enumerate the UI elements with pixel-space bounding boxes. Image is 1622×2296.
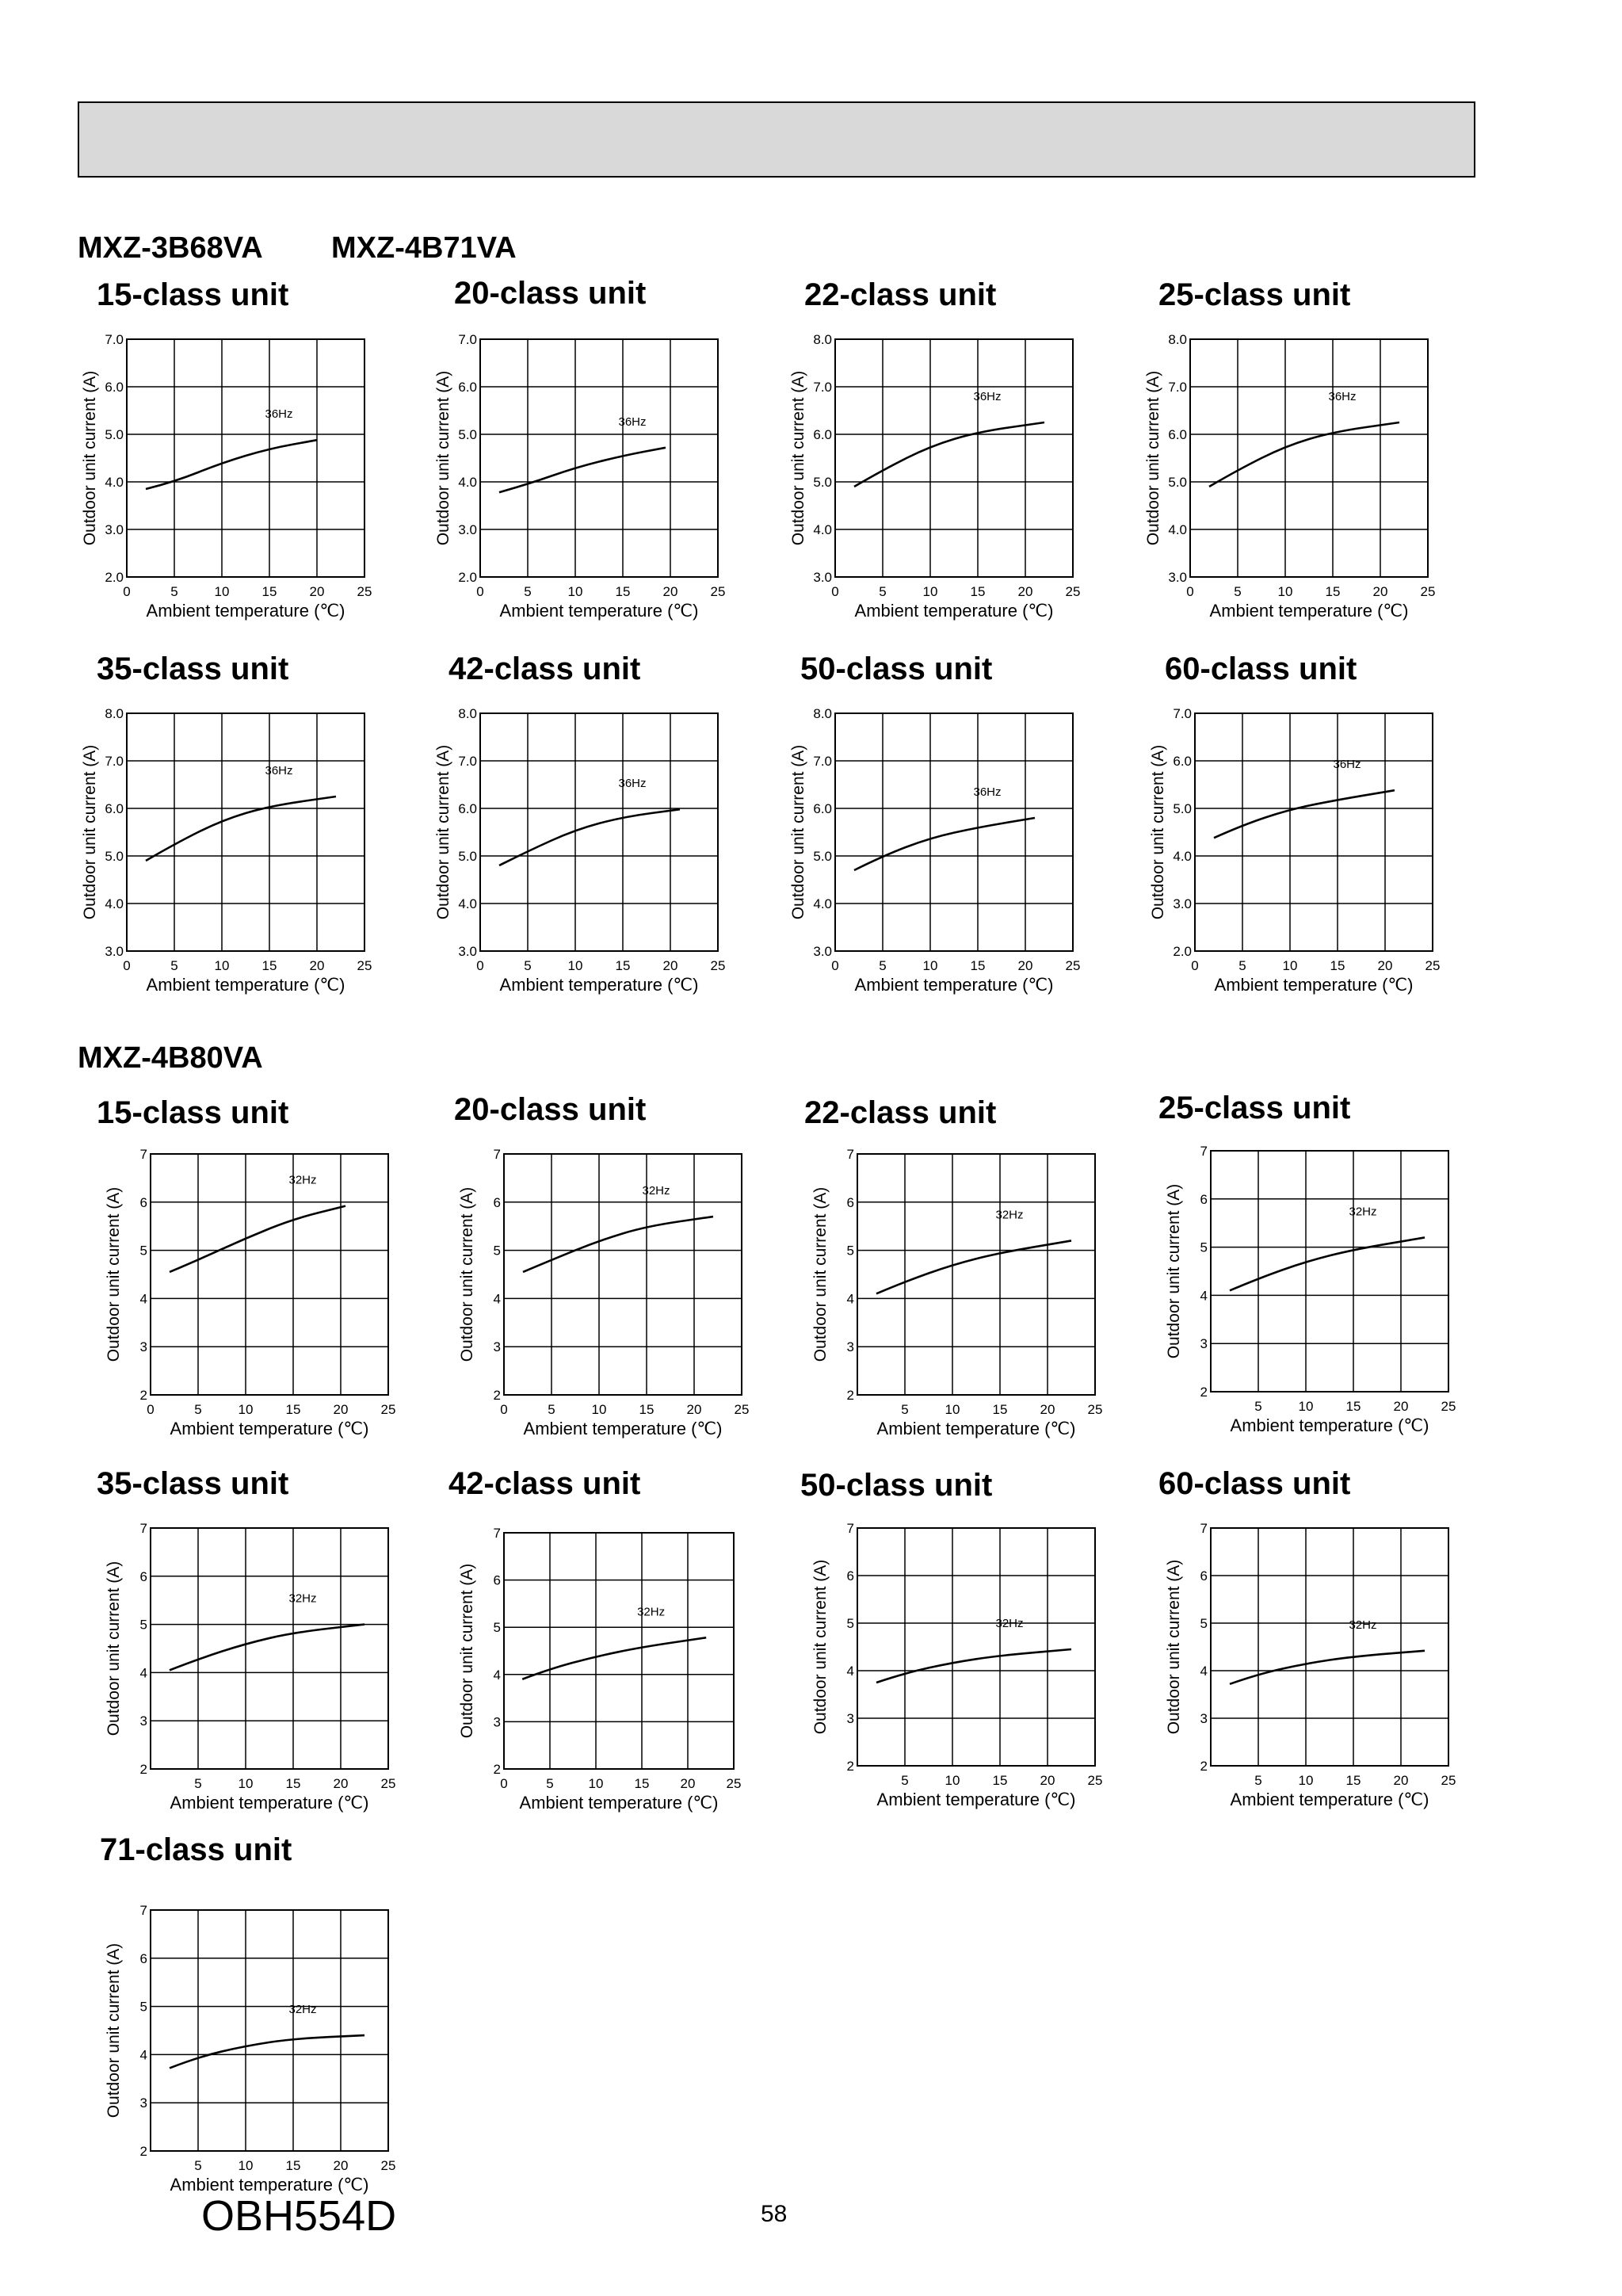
annotation-14: 32Hz bbox=[637, 1605, 666, 1619]
x-tick-label: 20 bbox=[309, 584, 325, 599]
y-tick-label: 3 bbox=[493, 1339, 501, 1355]
x-tick-label: 10 bbox=[567, 584, 583, 599]
y-axis-label-4: Outdoor unit current (A) bbox=[1144, 370, 1162, 546]
plot-frame-11 bbox=[857, 1154, 1095, 1395]
y-tick-label: 7 bbox=[1200, 1521, 1208, 1536]
y-tick-label: 6 bbox=[846, 1568, 854, 1584]
x-tick-label: 25 bbox=[380, 2158, 396, 2173]
y-tick-label: 5.0 bbox=[813, 475, 832, 490]
chart-title-9: 15-class unit bbox=[97, 1095, 289, 1130]
y-tick-label: 7.0 bbox=[458, 332, 477, 347]
x-tick-label: 20 bbox=[1040, 1402, 1055, 1417]
plot-frame-8 bbox=[1195, 713, 1433, 951]
y-tick-label: 6 bbox=[139, 1568, 147, 1584]
chart-title-1: 15-class unit bbox=[97, 277, 289, 312]
y-tick-label: 6 bbox=[1200, 1568, 1208, 1584]
y-tick-label: 3.0 bbox=[813, 570, 832, 585]
x-tick-label: 15 bbox=[639, 1402, 655, 1417]
annotation-11: 32Hz bbox=[995, 1208, 1024, 1222]
y-tick-label: 7 bbox=[493, 1147, 501, 1162]
series-line-6 bbox=[499, 809, 680, 865]
x-tick-label: 10 bbox=[1277, 584, 1293, 599]
x-tick-label: 25 bbox=[1420, 584, 1436, 599]
x-tick-label: 15 bbox=[261, 584, 277, 599]
chart-title-8: 60-class unit bbox=[1165, 651, 1357, 686]
x-tick-label: 20 bbox=[1393, 1773, 1409, 1788]
y-tick-label: 4.0 bbox=[1173, 849, 1192, 864]
y-tick-label: 4 bbox=[846, 1664, 854, 1679]
x-tick-label: 10 bbox=[238, 2158, 254, 2173]
y-tick-label: 6 bbox=[1200, 1191, 1208, 1207]
x-axis-label-10: Ambient temperature (℃) bbox=[523, 1419, 723, 1438]
x-tick-label: 5 bbox=[194, 1402, 202, 1417]
x-tick-label: 25 bbox=[380, 1776, 396, 1791]
y-tick-label: 7 bbox=[846, 1147, 854, 1162]
y-axis-label-15: Outdoor unit current (A) bbox=[811, 1559, 830, 1735]
annotation-12: 32Hz bbox=[1349, 1205, 1377, 1219]
annotation-7: 36Hz bbox=[973, 785, 1002, 799]
y-tick-label: 5 bbox=[139, 1617, 147, 1633]
x-tick-label: 15 bbox=[615, 584, 631, 599]
y-tick-label: 2 bbox=[1200, 1759, 1208, 1774]
y-tick-label: 5.0 bbox=[813, 849, 832, 864]
model-heading-1a: MXZ-3B68VA bbox=[78, 231, 263, 265]
x-tick-label: 5 bbox=[901, 1773, 909, 1788]
x-tick-label: 25 bbox=[734, 1402, 750, 1417]
annotation-3: 36Hz bbox=[973, 390, 1002, 403]
y-tick-label: 4 bbox=[139, 2047, 147, 2063]
x-tick-label: 10 bbox=[567, 958, 583, 973]
y-tick-label: 8.0 bbox=[1168, 332, 1187, 347]
x-axis-label-14: Ambient temperature (℃) bbox=[519, 1793, 719, 1813]
y-tick-label: 5 bbox=[493, 1620, 501, 1636]
x-tick-label: 20 bbox=[686, 1402, 702, 1417]
annotation-16: 32Hz bbox=[1349, 1618, 1377, 1632]
y-axis-label-1: Outdoor unit current (A) bbox=[81, 370, 99, 546]
x-tick-label: 15 bbox=[1325, 584, 1341, 599]
chart-title-12: 25-class unit bbox=[1158, 1091, 1351, 1125]
y-tick-label: 3 bbox=[139, 1713, 147, 1729]
x-axis-label-4: Ambient temperature (℃) bbox=[1209, 601, 1409, 621]
y-tick-label: 8.0 bbox=[458, 706, 477, 721]
y-tick-label: 6 bbox=[493, 1194, 501, 1210]
y-tick-label: 4 bbox=[493, 1291, 501, 1307]
y-tick-label: 3.0 bbox=[813, 944, 832, 959]
series-line-17 bbox=[170, 2035, 364, 2068]
x-tick-label: 0 bbox=[147, 1402, 155, 1417]
x-tick-label: 5 bbox=[1238, 958, 1246, 973]
x-axis-label-5: Ambient temperature (℃) bbox=[146, 975, 345, 995]
y-axis-label-2: Outdoor unit current (A) bbox=[434, 370, 452, 546]
annotation-2: 36Hz bbox=[618, 415, 647, 429]
y-tick-label: 4.0 bbox=[1168, 522, 1187, 537]
x-tick-label: 25 bbox=[357, 958, 372, 973]
series-line-2 bbox=[499, 448, 666, 492]
y-tick-label: 2 bbox=[846, 1759, 854, 1774]
y-axis-label-3: Outdoor unit current (A) bbox=[789, 370, 807, 546]
y-tick-label: 3 bbox=[846, 1711, 854, 1726]
x-tick-label: 5 bbox=[194, 2158, 202, 2173]
y-tick-label: 5 bbox=[1200, 1240, 1208, 1255]
y-tick-label: 3.0 bbox=[458, 522, 477, 537]
y-tick-label: 2 bbox=[846, 1388, 854, 1403]
plot-frame-1 bbox=[127, 339, 364, 577]
x-tick-label: 10 bbox=[945, 1773, 960, 1788]
y-tick-label: 4.0 bbox=[458, 896, 477, 911]
series-line-8 bbox=[1214, 790, 1395, 838]
y-tick-label: 6.0 bbox=[1168, 427, 1187, 442]
x-tick-label: 10 bbox=[238, 1402, 254, 1417]
x-tick-label: 10 bbox=[922, 584, 938, 599]
x-tick-label: 10 bbox=[1282, 958, 1298, 973]
y-tick-label: 5 bbox=[493, 1243, 501, 1259]
y-tick-label: 3 bbox=[139, 2095, 147, 2111]
y-tick-label: 7.0 bbox=[105, 754, 124, 769]
x-tick-label: 5 bbox=[548, 1402, 555, 1417]
x-tick-label: 5 bbox=[170, 958, 178, 973]
y-tick-label: 2 bbox=[139, 1762, 147, 1777]
series-line-15 bbox=[876, 1649, 1071, 1683]
x-tick-label: 20 bbox=[1040, 1773, 1055, 1788]
plot-frame-10 bbox=[504, 1154, 742, 1395]
x-tick-label: 5 bbox=[524, 958, 532, 973]
x-tick-label: 0 bbox=[1186, 584, 1194, 599]
series-line-11 bbox=[876, 1240, 1071, 1293]
y-tick-label: 4 bbox=[846, 1291, 854, 1307]
x-tick-label: 5 bbox=[1254, 1399, 1262, 1414]
y-tick-label: 5 bbox=[846, 1616, 854, 1631]
y-tick-label: 6.0 bbox=[1173, 754, 1192, 769]
y-tick-label: 4.0 bbox=[458, 475, 477, 490]
y-tick-label: 5.0 bbox=[1168, 475, 1187, 490]
y-tick-label: 5.0 bbox=[105, 427, 124, 442]
plot-frame-6 bbox=[480, 713, 718, 951]
chart-title-11: 22-class unit bbox=[804, 1095, 997, 1130]
x-tick-label: 25 bbox=[357, 584, 372, 599]
x-axis-label-17: Ambient temperature (℃) bbox=[170, 2175, 369, 2195]
y-axis-label-9: Outdoor unit current (A) bbox=[105, 1186, 123, 1362]
x-tick-label: 15 bbox=[634, 1776, 650, 1791]
x-tick-label: 25 bbox=[1441, 1773, 1456, 1788]
plot-frame-9 bbox=[151, 1154, 388, 1395]
y-tick-label: 3 bbox=[139, 1339, 147, 1355]
x-tick-label: 0 bbox=[831, 958, 839, 973]
x-axis-label-2: Ambient temperature (℃) bbox=[499, 601, 699, 621]
y-tick-label: 8.0 bbox=[813, 706, 832, 721]
x-tick-label: 0 bbox=[123, 584, 131, 599]
x-tick-label: 25 bbox=[710, 958, 726, 973]
page-number: 58 bbox=[761, 2201, 788, 2227]
plot-frame-16 bbox=[1211, 1528, 1448, 1766]
x-tick-label: 5 bbox=[194, 1776, 202, 1791]
y-axis-label-10: Outdoor unit current (A) bbox=[458, 1186, 476, 1362]
annotation-6: 36Hz bbox=[618, 777, 647, 791]
x-tick-label: 20 bbox=[1017, 958, 1033, 973]
y-tick-label: 4.0 bbox=[813, 896, 832, 911]
series-line-16 bbox=[1230, 1651, 1425, 1684]
y-tick-label: 2 bbox=[493, 1762, 501, 1777]
x-axis-label-11: Ambient temperature (℃) bbox=[876, 1419, 1076, 1438]
x-tick-label: 15 bbox=[285, 2158, 301, 2173]
x-axis-label-15: Ambient temperature (℃) bbox=[876, 1790, 1076, 1809]
document-code: OBH554D bbox=[201, 2192, 397, 2240]
x-tick-label: 5 bbox=[524, 584, 532, 599]
y-tick-label: 7 bbox=[846, 1521, 854, 1536]
plot-frame-17 bbox=[151, 1910, 388, 2151]
x-tick-label: 25 bbox=[1441, 1399, 1456, 1414]
y-tick-label: 3.0 bbox=[1173, 896, 1192, 911]
x-tick-label: 25 bbox=[710, 584, 726, 599]
y-tick-label: 2.0 bbox=[458, 570, 477, 585]
y-tick-label: 5 bbox=[139, 1243, 147, 1259]
y-tick-label: 4 bbox=[493, 1667, 501, 1683]
x-tick-label: 15 bbox=[615, 958, 631, 973]
y-tick-label: 6 bbox=[139, 1194, 147, 1210]
y-axis-label-14: Outdoor unit current (A) bbox=[458, 1563, 476, 1739]
x-tick-label: 0 bbox=[476, 584, 484, 599]
y-axis-label-6: Outdoor unit current (A) bbox=[434, 744, 452, 920]
y-axis-label-5: Outdoor unit current (A) bbox=[81, 744, 99, 920]
y-axis-label-13: Outdoor unit current (A) bbox=[105, 1561, 123, 1736]
plot-frame-2 bbox=[480, 339, 718, 577]
y-tick-label: 3 bbox=[1200, 1336, 1208, 1352]
annotation-9: 32Hz bbox=[288, 1173, 317, 1187]
annotation-17: 32Hz bbox=[288, 2003, 317, 2017]
y-tick-label: 2.0 bbox=[105, 570, 124, 585]
x-axis-label-8: Ambient temperature (℃) bbox=[1214, 975, 1414, 995]
y-tick-label: 5.0 bbox=[458, 849, 477, 864]
x-tick-label: 15 bbox=[1330, 958, 1345, 973]
y-tick-label: 7 bbox=[139, 1521, 147, 1536]
x-tick-label: 0 bbox=[500, 1776, 508, 1791]
x-axis-label-3: Ambient temperature (℃) bbox=[854, 601, 1054, 621]
y-tick-label: 2 bbox=[139, 2144, 147, 2159]
annotation-1: 36Hz bbox=[265, 407, 293, 422]
y-tick-label: 4.0 bbox=[813, 522, 832, 537]
x-tick-label: 25 bbox=[380, 1402, 396, 1417]
plot-frame-5 bbox=[127, 713, 364, 951]
x-tick-label: 15 bbox=[1345, 1773, 1361, 1788]
chart-title-10: 20-class unit bbox=[454, 1092, 647, 1127]
x-tick-label: 20 bbox=[662, 584, 678, 599]
chart-title-17: 71-class unit bbox=[100, 1832, 292, 1867]
y-tick-label: 3.0 bbox=[105, 944, 124, 959]
y-tick-label: 6.0 bbox=[105, 380, 124, 395]
y-axis-label-16: Outdoor unit current (A) bbox=[1165, 1559, 1183, 1735]
y-tick-label: 7.0 bbox=[813, 754, 832, 769]
y-tick-label: 2 bbox=[493, 1388, 501, 1403]
x-tick-label: 10 bbox=[945, 1402, 960, 1417]
chart-title-15: 50-class unit bbox=[800, 1468, 993, 1503]
x-axis-label-1: Ambient temperature (℃) bbox=[146, 601, 345, 621]
x-tick-label: 0 bbox=[831, 584, 839, 599]
chart-title-4: 25-class unit bbox=[1158, 277, 1351, 312]
model-heading-1b: MXZ-4B71VA bbox=[331, 231, 517, 265]
y-tick-label: 3.0 bbox=[458, 944, 477, 959]
x-tick-label: 25 bbox=[1087, 1402, 1103, 1417]
x-tick-label: 20 bbox=[309, 958, 325, 973]
x-tick-label: 5 bbox=[879, 584, 887, 599]
x-tick-label: 5 bbox=[901, 1402, 909, 1417]
annotation-5: 36Hz bbox=[265, 764, 293, 777]
x-tick-label: 20 bbox=[333, 1402, 349, 1417]
x-tick-label: 10 bbox=[591, 1402, 607, 1417]
annotation-10: 32Hz bbox=[642, 1184, 670, 1198]
x-tick-label: 15 bbox=[970, 958, 986, 973]
x-tick-label: 25 bbox=[1425, 958, 1441, 973]
x-tick-label: 0 bbox=[500, 1402, 508, 1417]
y-tick-label: 7.0 bbox=[813, 380, 832, 395]
x-tick-label: 15 bbox=[261, 958, 277, 973]
x-tick-label: 15 bbox=[285, 1402, 301, 1417]
chart-title-16: 60-class unit bbox=[1158, 1466, 1351, 1501]
x-tick-label: 15 bbox=[970, 584, 986, 599]
x-tick-label: 5 bbox=[879, 958, 887, 973]
x-tick-label: 5 bbox=[1254, 1773, 1262, 1788]
annotation-15: 32Hz bbox=[995, 1617, 1024, 1630]
y-tick-label: 5 bbox=[139, 1999, 147, 2015]
y-tick-label: 3.0 bbox=[105, 522, 124, 537]
chart-title-14: 42-class unit bbox=[448, 1466, 641, 1501]
y-tick-label: 6.0 bbox=[105, 801, 124, 816]
chart-title-3: 22-class unit bbox=[804, 277, 997, 312]
y-tick-label: 5 bbox=[1200, 1616, 1208, 1631]
chart-title-13: 35-class unit bbox=[97, 1466, 289, 1501]
x-tick-label: 0 bbox=[123, 958, 131, 973]
y-axis-label-11: Outdoor unit current (A) bbox=[811, 1186, 830, 1362]
y-axis-label-12: Outdoor unit current (A) bbox=[1165, 1183, 1183, 1359]
x-tick-label: 15 bbox=[992, 1402, 1008, 1417]
plot-frame-4 bbox=[1190, 339, 1428, 577]
y-axis-label-17: Outdoor unit current (A) bbox=[105, 1943, 123, 2118]
x-axis-label-16: Ambient temperature (℃) bbox=[1230, 1790, 1429, 1809]
plot-frame-13 bbox=[151, 1528, 388, 1769]
x-tick-label: 10 bbox=[588, 1776, 604, 1791]
x-tick-label: 25 bbox=[726, 1776, 742, 1791]
x-tick-label: 5 bbox=[1234, 584, 1242, 599]
y-tick-label: 7.0 bbox=[1168, 380, 1187, 395]
x-tick-label: 10 bbox=[238, 1776, 254, 1791]
annotation-13: 32Hz bbox=[288, 1591, 317, 1606]
x-tick-label: 20 bbox=[333, 1776, 349, 1791]
y-tick-label: 8.0 bbox=[105, 706, 124, 721]
y-tick-label: 4 bbox=[139, 1665, 147, 1681]
x-tick-label: 20 bbox=[1017, 584, 1033, 599]
y-tick-label: 5 bbox=[846, 1243, 854, 1259]
y-tick-label: 3.0 bbox=[1168, 570, 1187, 585]
x-tick-label: 15 bbox=[992, 1773, 1008, 1788]
y-tick-label: 7 bbox=[1200, 1144, 1208, 1159]
x-tick-label: 5 bbox=[546, 1776, 554, 1791]
x-tick-label: 5 bbox=[170, 584, 178, 599]
x-tick-label: 0 bbox=[1191, 958, 1199, 973]
x-tick-label: 15 bbox=[285, 1776, 301, 1791]
x-tick-label: 10 bbox=[214, 584, 230, 599]
y-tick-label: 4 bbox=[1200, 1664, 1208, 1679]
annotation-8: 36Hz bbox=[1333, 758, 1361, 772]
x-axis-label-7: Ambient temperature (℃) bbox=[854, 975, 1054, 995]
y-tick-label: 4 bbox=[139, 1291, 147, 1307]
x-tick-label: 10 bbox=[922, 958, 938, 973]
y-tick-label: 4.0 bbox=[105, 475, 124, 490]
y-tick-label: 5.0 bbox=[105, 849, 124, 864]
y-tick-label: 6 bbox=[846, 1194, 854, 1210]
x-tick-label: 20 bbox=[662, 958, 678, 973]
annotation-4: 36Hz bbox=[1328, 390, 1357, 403]
series-line-7 bbox=[854, 818, 1035, 870]
y-tick-label: 2 bbox=[1200, 1385, 1208, 1400]
plot-frame-12 bbox=[1211, 1151, 1448, 1392]
y-tick-label: 3 bbox=[846, 1339, 854, 1355]
x-tick-label: 20 bbox=[333, 2158, 349, 2173]
plot-frame-3 bbox=[835, 339, 1073, 577]
x-tick-label: 0 bbox=[476, 958, 484, 973]
y-tick-label: 7.0 bbox=[1173, 706, 1192, 721]
series-line-12 bbox=[1230, 1237, 1425, 1290]
x-tick-label: 15 bbox=[1345, 1399, 1361, 1414]
x-tick-label: 25 bbox=[1065, 958, 1081, 973]
x-axis-label-9: Ambient temperature (℃) bbox=[170, 1419, 369, 1438]
y-tick-label: 7 bbox=[139, 1147, 147, 1162]
plot-frame-15 bbox=[857, 1528, 1095, 1766]
y-tick-label: 3 bbox=[1200, 1711, 1208, 1726]
series-line-13 bbox=[170, 1625, 364, 1671]
chart-title-6: 42-class unit bbox=[448, 651, 641, 686]
y-tick-label: 6.0 bbox=[458, 801, 477, 816]
model-heading-2: MXZ-4B80VA bbox=[78, 1041, 263, 1075]
y-tick-label: 2.0 bbox=[1173, 944, 1192, 959]
x-tick-label: 20 bbox=[1393, 1399, 1409, 1414]
y-tick-label: 7.0 bbox=[458, 754, 477, 769]
y-tick-label: 5.0 bbox=[458, 427, 477, 442]
x-tick-label: 25 bbox=[1087, 1773, 1103, 1788]
y-tick-label: 5.0 bbox=[1173, 801, 1192, 816]
x-tick-label: 20 bbox=[1372, 584, 1388, 599]
y-tick-label: 4 bbox=[1200, 1288, 1208, 1304]
chart-title-2: 20-class unit bbox=[454, 276, 647, 311]
x-tick-label: 20 bbox=[1377, 958, 1393, 973]
x-axis-label-13: Ambient temperature (℃) bbox=[170, 1793, 369, 1813]
x-tick-label: 10 bbox=[1298, 1399, 1314, 1414]
y-axis-label-7: Outdoor unit current (A) bbox=[789, 744, 807, 920]
y-tick-label: 6.0 bbox=[813, 801, 832, 816]
y-axis-label-8: Outdoor unit current (A) bbox=[1149, 744, 1167, 920]
chart-title-7: 50-class unit bbox=[800, 651, 993, 686]
x-axis-label-6: Ambient temperature (℃) bbox=[499, 975, 699, 995]
series-line-9 bbox=[170, 1206, 345, 1272]
x-tick-label: 20 bbox=[680, 1776, 696, 1791]
x-tick-label: 10 bbox=[214, 958, 230, 973]
x-axis-label-12: Ambient temperature (℃) bbox=[1230, 1415, 1429, 1435]
y-tick-label: 3 bbox=[493, 1714, 501, 1730]
x-tick-label: 10 bbox=[1298, 1773, 1314, 1788]
x-tick-label: 25 bbox=[1065, 584, 1081, 599]
y-tick-label: 7 bbox=[493, 1526, 501, 1541]
y-tick-label: 6.0 bbox=[458, 380, 477, 395]
y-tick-label: 4.0 bbox=[105, 896, 124, 911]
y-tick-label: 7.0 bbox=[105, 332, 124, 347]
y-tick-label: 6.0 bbox=[813, 427, 832, 442]
chart-title-5: 35-class unit bbox=[97, 651, 289, 686]
y-tick-label: 6 bbox=[139, 1950, 147, 1966]
y-tick-label: 6 bbox=[493, 1572, 501, 1588]
y-tick-label: 2 bbox=[139, 1388, 147, 1403]
y-tick-label: 7 bbox=[139, 1903, 147, 1918]
y-tick-label: 8.0 bbox=[813, 332, 832, 347]
